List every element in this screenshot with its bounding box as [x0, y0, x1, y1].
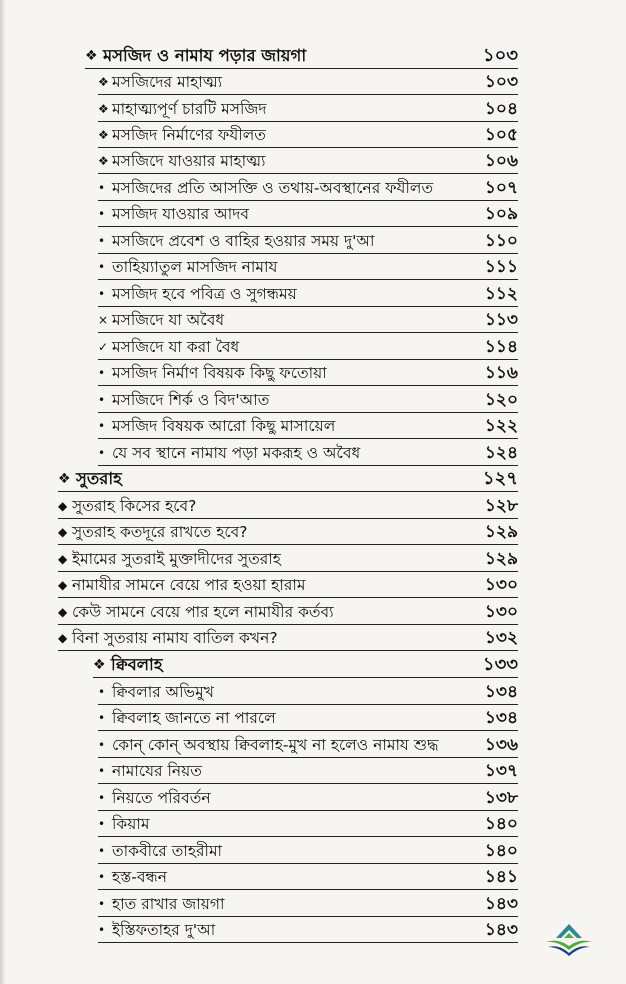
heading-marker: ❖: [93, 657, 106, 673]
page-number: ১৩৬: [484, 735, 518, 755]
page-number: ১৩৪: [484, 682, 518, 702]
page-number: ১৩৪: [484, 708, 518, 728]
page-number: ১৪০: [484, 814, 518, 834]
entry-title: হস্ত-বন্ধন: [112, 868, 168, 886]
page-number: ১১২: [484, 284, 518, 304]
page-number: ১২৮: [484, 496, 518, 516]
entry-title: মসজিদ বিষয়ক আরো কিছু মাসায়েল: [112, 417, 336, 435]
entry-title: ইস্তিফতাহর দু'আ: [112, 921, 216, 939]
heading-marker: ❖: [58, 471, 71, 487]
page-number: ১১১: [484, 257, 518, 277]
page-number: ১৩৩: [482, 654, 518, 675]
page-number: ১০৪: [484, 99, 518, 119]
page-number: ১২৯: [484, 522, 518, 542]
page-number: ১৩৮: [484, 788, 518, 808]
entry-title: মসজিদ নির্মাণ বিষয়ক কিছু ফতোয়া: [112, 364, 327, 382]
entry-title: যে সব স্থানে নামায পড়া মকরূহ ও অবৈধ: [112, 444, 361, 462]
toc-entry[interactable]: [98, 810, 518, 834]
page-number: ১৩০: [484, 575, 518, 595]
toc-entry[interactable]: [98, 890, 518, 914]
heading-title: সুতরাহ: [76, 469, 122, 488]
entry-title: মসজিদে প্রবেশ ও বাহির হওয়ার সময় দু'আ: [112, 232, 375, 250]
toc-entry[interactable]: [98, 439, 518, 463]
entry-marker: •: [98, 260, 106, 274]
toc-entry[interactable]: [98, 412, 518, 436]
toc-entry[interactable]: [58, 545, 518, 569]
toc-entry[interactable]: [58, 598, 518, 622]
entry-title: মসজিদ নির্মাণের ফযীলত: [112, 126, 266, 144]
toc-entry[interactable]: [58, 492, 518, 516]
entry-marker: •: [98, 764, 106, 778]
toc-entry[interactable]: [98, 333, 518, 357]
underline: [98, 942, 518, 943]
page-number: ১৪০: [484, 841, 518, 861]
entry-marker: ◆: [58, 525, 68, 539]
toc-entry[interactable]: [98, 200, 518, 224]
toc-entry[interactable]: [58, 518, 518, 542]
entry-marker: •: [98, 685, 106, 699]
toc-entry[interactable]: [98, 678, 518, 702]
entry-marker: •: [98, 738, 106, 752]
entry-title: হাত রাখার জায়গা: [112, 895, 225, 913]
entry-title: মসজিদে যা অবৈধ: [112, 311, 225, 329]
page-number: ১০৩: [482, 45, 518, 66]
section-heading-sutrah[interactable]: [58, 465, 518, 489]
entry-title: ইমামের সুতরাই মুক্তাদীদের সুতরাহ: [72, 550, 281, 568]
page-number: ১৪৩: [484, 920, 518, 940]
toc-entry[interactable]: [98, 95, 518, 119]
page-number: ১০৭: [484, 178, 518, 198]
page-number: ১০৬: [484, 151, 518, 171]
entry-marker: ✓: [98, 340, 109, 354]
page-number: ১৩২: [484, 628, 518, 648]
page-number: ১৪১: [484, 867, 518, 887]
toc-entry[interactable]: [58, 571, 518, 595]
page-number: ১৩৭: [484, 761, 518, 781]
page-number: ১১০: [484, 231, 518, 251]
toc-entry[interactable]: [98, 784, 518, 808]
toc-entry[interactable]: [98, 280, 518, 304]
entry-marker: ◆: [58, 605, 68, 619]
entry-marker: •: [98, 711, 106, 725]
entry-marker: •: [98, 897, 106, 911]
entry-title: বিনা সুতরায় নামায বাতিল কখন?: [72, 629, 278, 647]
entry-marker: ◆: [58, 552, 68, 566]
entry-marker: •: [98, 817, 106, 831]
page-number: ১২৪: [484, 443, 518, 463]
page-number: ১০৩: [484, 72, 518, 92]
page-number: ১০৯: [484, 204, 518, 224]
entry-marker: •: [98, 446, 106, 460]
entry-title: কেউ সামনে বেয়ে পার হলে নামাযীর কর্তব্য: [72, 603, 334, 621]
entry-title: মসজিদ হবে পবিত্র ও সুগন্ধময়: [112, 285, 297, 303]
heading-marker: ❖: [85, 48, 98, 64]
entry-title: মসজিদের প্রতি আসক্তি ও তথায়-অবস্থানের ফযীলত: [112, 179, 434, 197]
heading-title: ক্বিবলাহ: [111, 655, 163, 674]
entry-marker: •: [98, 923, 106, 937]
entry-marker: ◆: [58, 578, 68, 592]
toc-entry[interactable]: [98, 306, 518, 330]
entry-title: মসজিদে শির্ক ও বিদ'আত: [112, 391, 270, 409]
entry-marker: ❖: [98, 154, 109, 168]
entry-marker: •: [98, 791, 106, 805]
page-number: ১১৪: [484, 337, 518, 357]
entry-title: নিয়তে পরিবর্তন: [112, 789, 211, 807]
toc-entry[interactable]: [98, 147, 518, 171]
entry-marker: •: [98, 181, 106, 195]
entry-title: তাকবীরে তাহরীমা: [112, 842, 223, 860]
entry-marker: •: [98, 366, 106, 380]
toc-entry[interactable]: [98, 253, 518, 277]
page-number: ১২৯: [484, 549, 518, 569]
entry-title: কোন্ কোন্ অবস্থায় ক্বিবলাহ-মুখ না হলেও নামায শুদ্ধ: [112, 736, 439, 754]
toc-entry[interactable]: [98, 121, 518, 145]
entry-marker: ×: [98, 313, 109, 327]
toc-entry[interactable]: [98, 386, 518, 410]
entry-title: সুতরাহ কিসের হবে?: [72, 497, 197, 515]
page-number: ১২২: [484, 416, 518, 436]
page-number: ১০৫: [484, 125, 518, 145]
page-number: ১২০: [484, 390, 518, 410]
entry-title: কিয়াম: [112, 815, 150, 833]
page-number: ১৩০: [484, 602, 518, 622]
page-number: ১১৩: [484, 310, 518, 330]
heading-title: মসজিদ ও নামায পড়ার জায়গা: [103, 46, 307, 65]
section-heading-qiblah[interactable]: [93, 651, 518, 675]
section-heading-mosque[interactable]: [85, 42, 518, 66]
entry-title: মাহাত্ম্যপূর্ণ চারটি মসজিদ: [112, 100, 267, 118]
entry-title: সুতরাহ কতদূরে রাখতে হবে?: [72, 523, 248, 541]
publisher-logo-icon: [544, 922, 594, 958]
toc-entry[interactable]: [98, 837, 518, 861]
toc-entry[interactable]: [58, 624, 518, 648]
entry-marker: •: [98, 870, 106, 884]
page-number: ১২৭: [482, 468, 518, 489]
page-number: ১৪৩: [484, 894, 518, 914]
toc-entry[interactable]: [98, 704, 518, 728]
entry-title: ক্বিবলার অভিমুখ: [112, 683, 214, 701]
entry-marker: ❖: [98, 128, 109, 142]
toc-entry[interactable]: [98, 359, 518, 383]
entry-title: নামাযীর সামনে বেয়ে পার হওয়া হারাম: [72, 576, 306, 594]
entry-marker: ❖: [98, 75, 109, 89]
entry-title: ক্বিবলাহ জানতে না পারলে: [112, 709, 276, 727]
entry-marker: ◆: [58, 499, 68, 513]
entry-title: নামাযের নিয়ত: [112, 762, 202, 780]
page-number: ১১৬: [484, 363, 518, 383]
toc-entry[interactable]: [98, 731, 518, 755]
entry-marker: •: [98, 393, 106, 407]
entry-marker: ❖: [98, 102, 109, 116]
toc-entry[interactable]: [98, 227, 518, 251]
toc-entry[interactable]: [98, 863, 518, 887]
entry-title: মসজিদে যাওয়ার মাহাত্ম্য: [112, 152, 266, 170]
entry-marker: •: [98, 844, 106, 858]
toc-entry[interactable]: [98, 68, 518, 92]
entry-marker: ◆: [58, 631, 68, 645]
entry-title: মসজিদের মাহাত্ম্য: [112, 73, 223, 91]
entry-marker: •: [98, 207, 106, 221]
entry-title: মসজিদ যাওয়ার আদব: [112, 205, 249, 223]
entry-marker: •: [98, 287, 106, 301]
toc-entry[interactable]: [98, 174, 518, 198]
entry-title: মসজিদে যা করা বৈধ: [112, 338, 240, 356]
toc-entry[interactable]: [98, 757, 518, 781]
entry-marker: •: [98, 234, 106, 248]
entry-marker: •: [98, 419, 106, 433]
toc-entry[interactable]: [98, 916, 518, 940]
entry-title: তাহিয়্যাতুল মাসজিদ নামায: [112, 258, 278, 276]
